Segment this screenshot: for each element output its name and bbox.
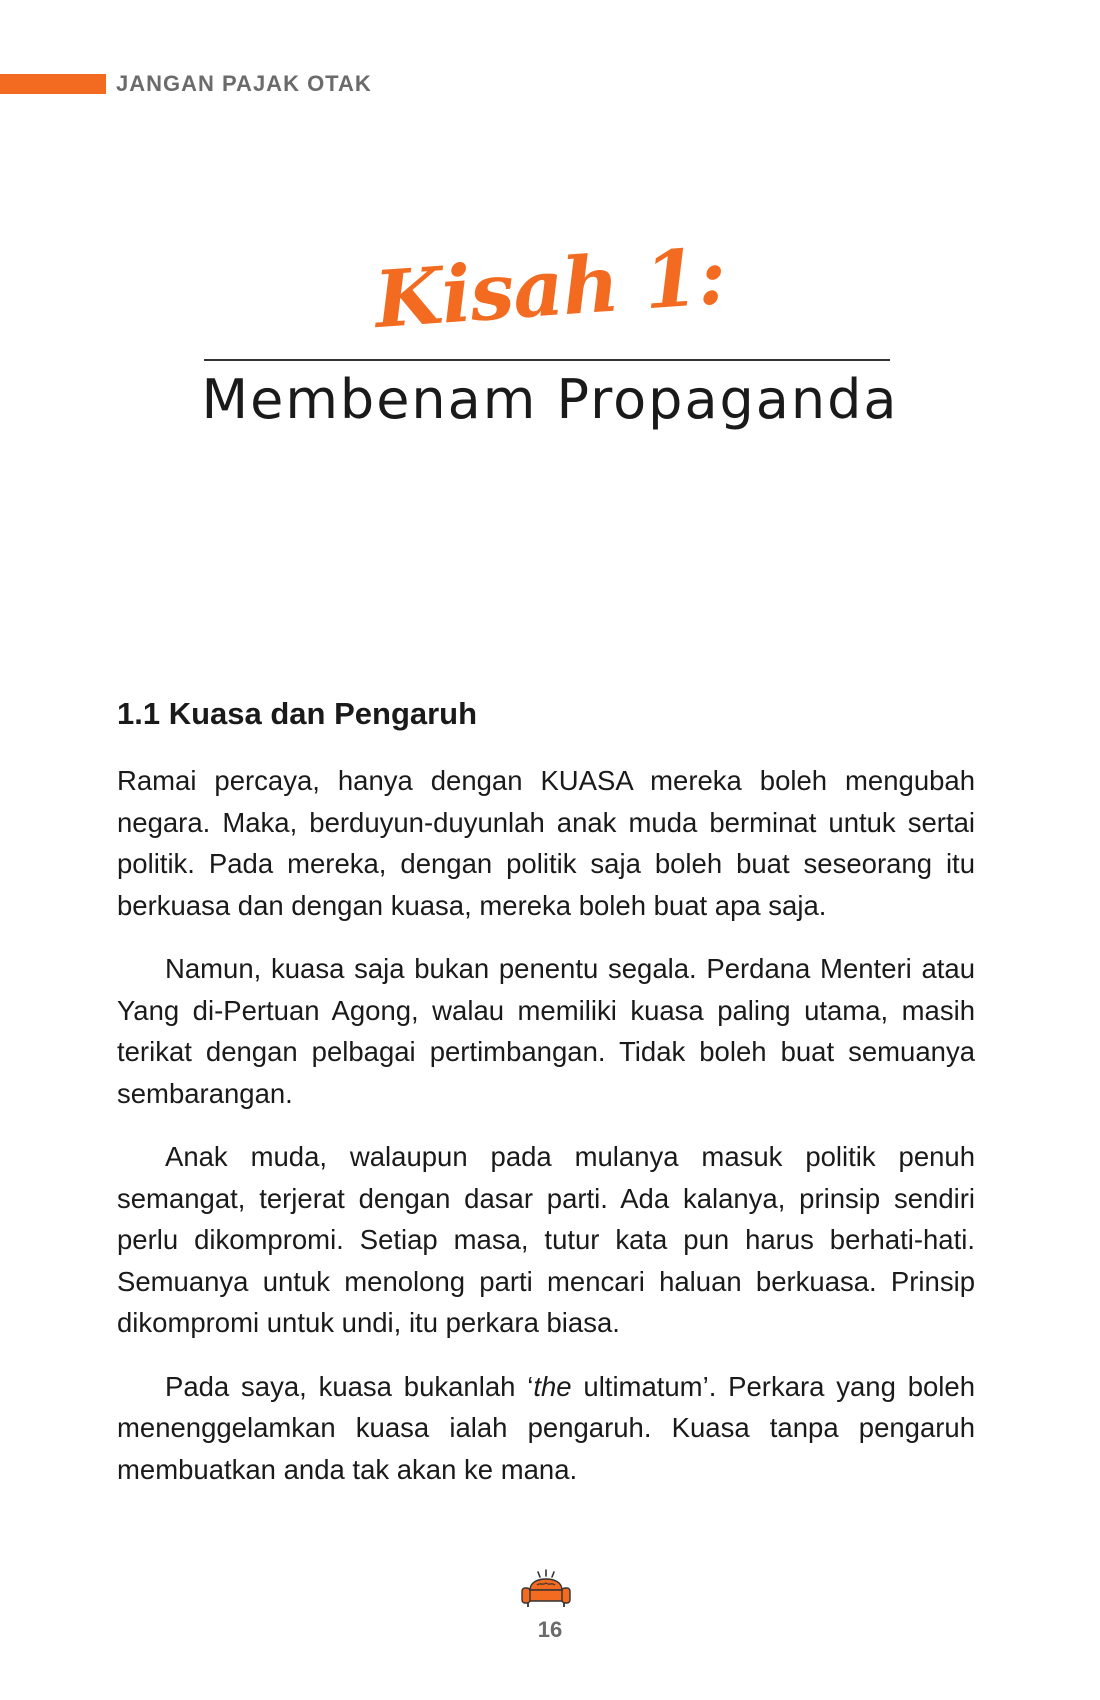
paragraph-4-end: ultimatum’. Perkara yang boleh menenggelamkan kuasa ialah pengaruh. Kuasa tanpa pengaruh membuatkan anda tak akan ke mana.: [117, 1370, 975, 1485]
paragraph-2: Namun, kuasa saja bukan penentu segala. Perdana Menteri atau Yang di-Pertuan Agong, walau memiliki kuasa paling utama, masih terikat dengan pelbagai pertimbangan. Tidak boleh buat semuanya sembarangan.: [117, 953, 975, 1109]
brain-sofa-icon: [520, 1568, 572, 1610]
body-text: [117, 760, 975, 1512]
section-heading: 1.1 Kuasa dan Pengaruh: [117, 696, 478, 731]
paragraph-4: [117, 1366, 975, 1491]
page-number: 16: [537, 1617, 563, 1642]
paragraph-4-italic: the: [533, 1370, 572, 1402]
running-head: JANGAN PAJAK OTAK: [116, 71, 372, 96]
chapter-kicker: Kisah 1:: [371, 230, 729, 347]
chapter-divider: [204, 359, 890, 361]
paragraph-4-start: Pada saya, kuasa bukanlah ‘: [165, 1370, 534, 1402]
chapter-title: Membenam Propaganda: [201, 368, 899, 431]
paragraph-1: Ramai percaya, hanya dengan KUASA mereka boleh mengubah negara. Maka, berduyun-duyunlah anak muda berminat untuk sertai politik. Pada mereka, dengan politik saja boleh buat seseorang itu berkuasa dan dengan kuasa, mereka boleh buat apa saja.: [117, 765, 975, 921]
paragraph-3: Anak muda, walaupun pada mulanya masuk politik penuh semangat, terjerat dengan dasar parti. Ada kalanya, prinsip sendiri perlu dikompromi. Setiap masa, tutur kata pun harus berhati-hati. Semuanya untuk menolong parti mencari haluan berkuasa. Prinsip dikompromi untuk undi, itu perkara biasa.: [117, 1141, 975, 1338]
header-accent-bar: [0, 74, 106, 94]
